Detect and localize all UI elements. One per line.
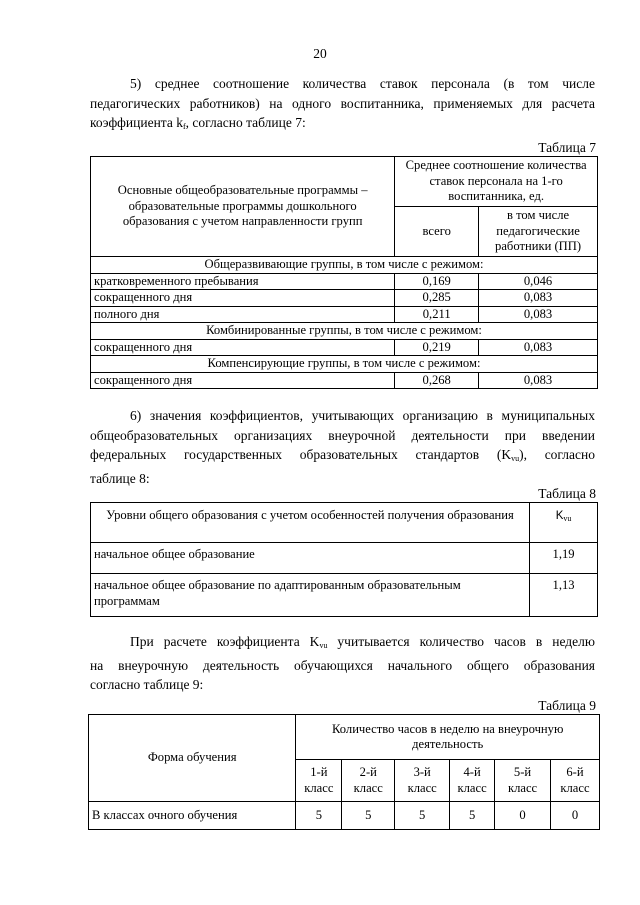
table-cell-ped: 0,083 [479, 372, 598, 389]
table-9-header-form: Форма обучения [89, 715, 296, 802]
table-cell-value: 0 [495, 802, 551, 830]
paragraph-line [90, 113, 595, 137]
table-7-header-programs: Основные общеобразовательные программы – образовательные программы дошкольного образования с учетом направленности групп [91, 157, 395, 257]
table-8-header-kvu [530, 503, 598, 543]
text-fragment: коэффициента k [90, 115, 183, 130]
table-cell-value: 5 [450, 802, 495, 830]
table-9-header-hours: Количество часов в неделю на внеурочную деятельность [296, 715, 600, 760]
page-number: 20 [313, 46, 327, 61]
table-9-grade: 3-й класс [395, 760, 450, 802]
table-8 [90, 502, 598, 617]
table-7-header-all: всего [395, 207, 479, 257]
table-cell-all: 0,285 [395, 290, 479, 307]
paragraph-line: на внеурочную деятельность обучающихся начального общего образования [90, 657, 595, 673]
paragraph-5 [90, 74, 595, 137]
paragraph-line: общеобразовательных организациях внеурочной деятельности при введении [90, 427, 595, 443]
paragraph-line: 6) значения коэффициентов, учитывающих организацию в муниципальных [130, 408, 595, 423]
table-9-grade: 2-й класс [342, 760, 395, 802]
paragraph-line: таблице 8: [90, 470, 150, 486]
text-fragment: ), согласно [519, 447, 595, 462]
table-8-header-levels: Уровни общего образования с учетом особенностей получения образования [91, 503, 530, 543]
table-cell-value: 5 [395, 802, 450, 830]
table-cell-value: 0 [551, 802, 600, 830]
text-fragment: При расчете коэффициента K [130, 634, 320, 649]
table-cell-value: 1,13 [530, 574, 598, 617]
table-9 [88, 714, 600, 830]
table-row-name: сокращенного дня [91, 290, 395, 307]
table-cell-all: 0,219 [395, 339, 479, 356]
table-cell-value: 5 [342, 802, 395, 830]
table-row-name: сокращенного дня [91, 372, 395, 389]
table-row-name: кратковременного пребывания [91, 273, 395, 290]
table-cell-all: 0,211 [395, 306, 479, 323]
text-fragment: учитывается количество часов в неделю [327, 634, 595, 649]
paragraph-line: 5) среднее соотношение количества ставок персонала (в том числе [130, 76, 595, 91]
table-cell-ped: 0,083 [479, 306, 598, 323]
paragraph-line [90, 632, 595, 656]
table-7-caption: Таблица 7 [538, 140, 596, 155]
subscript: vu [563, 514, 572, 523]
table-cell-value: 5 [296, 802, 342, 830]
header-symbol: K [555, 510, 564, 522]
table-9-grade: 5-й класс [495, 760, 551, 802]
table-row-name: полного дня [91, 306, 395, 323]
paragraph-7 [90, 632, 595, 695]
table-group-title: Комбинированные группы, в том числе с режимом: [91, 323, 598, 340]
paragraph-6 [90, 406, 595, 488]
table-cell-ped: 0,083 [479, 290, 598, 307]
table-7 [90, 156, 598, 389]
table-cell-all: 0,169 [395, 273, 479, 290]
table-row-name: начальное общее образование [91, 543, 530, 574]
subscript: vu [511, 454, 520, 463]
text-fragment: , согласно таблице 7: [185, 115, 306, 130]
paragraph-line: согласно таблице 9: [90, 677, 204, 692]
subscript: f [183, 122, 186, 131]
paragraph-line [90, 445, 595, 469]
table-group-title: Общеразвивающие группы, в том числе с режимом: [91, 257, 598, 274]
table-8-caption: Таблица 8 [538, 486, 596, 501]
table-row-name: сокращенного дня [91, 339, 395, 356]
table-9-grade: 4-й класс [450, 760, 495, 802]
table-9-grade: 6-й класс [551, 760, 600, 802]
table-9-grade: 1-й класс [296, 760, 342, 802]
table-cell-value: 1,19 [530, 543, 598, 574]
table-cell-ped: 0,083 [479, 339, 598, 356]
table-7-header-ped: в том числе педагогические работники (ПП) [479, 207, 598, 257]
table-9-caption: Таблица 9 [538, 698, 596, 713]
table-cell-all: 0,268 [395, 372, 479, 389]
paragraph-line: педагогических работников) на одного воспитанника, применяемых для расчета [90, 95, 595, 111]
table-row-name: В классах очного обучения [89, 802, 296, 830]
table-7-header-ratio: Среднее соотношение количества ставок персонала на 1-го воспитанника, ед. [395, 157, 598, 207]
table-group-title: Компенсирующие группы, в том числе с режимом: [91, 356, 598, 373]
subscript: vu [319, 641, 328, 650]
table-cell-ped: 0,046 [479, 273, 598, 290]
text-fragment: федеральных государственных образовательных стандартов (K [90, 447, 512, 462]
table-row-name: начальное общее образование по адаптированным образовательным программам [91, 574, 530, 617]
